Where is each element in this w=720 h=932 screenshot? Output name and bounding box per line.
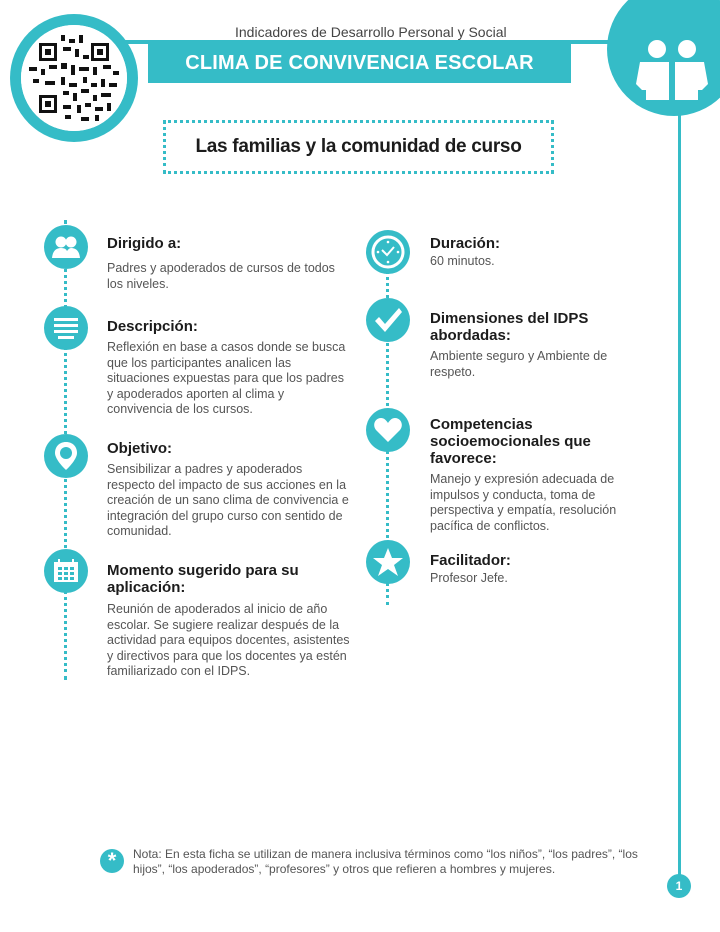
section-competencias — [430, 416, 655, 534]
heart-icon — [366, 408, 410, 452]
section-text: Sensibilizar a padres y apoderados respecto del impacto de sus acciones en la creación de un sano clima de convivencia e integración del grupo curso con sentido de comunidad. — [107, 462, 349, 538]
section-text: Profesor Jefe. — [430, 571, 508, 585]
section-momento — [107, 562, 352, 680]
section-title: Duración: — [430, 235, 501, 252]
section-title: Competencias socioemocionales que favorece: — [430, 416, 591, 467]
section-text: Manejo y expresión adecuada de impulsos y conducta, toma de perspectiva y empatía, resolución pacífica de conflictos. — [430, 472, 617, 533]
asterisk-icon: * — [100, 849, 124, 873]
section-objetivo — [107, 440, 352, 540]
footer-note: Nota: En esta ficha se utilizan de manera inclusiva términos como “los niños”, “los padres”, “los hijos”, “los apoderados”, “profesores” y otros que refieren a hombres y mujeres. — [133, 847, 638, 876]
list-icon — [44, 306, 88, 350]
people-icon — [634, 40, 710, 104]
document-title: Las familias y la comunidad de curso — [163, 120, 554, 174]
star-icon — [366, 540, 410, 584]
section-text: 60 minutos. — [430, 254, 495, 268]
left-timeline-dots — [64, 220, 70, 580]
section-title: Dirigido a: — [107, 235, 182, 252]
section-title: Momento sugerido para su aplicación: — [107, 562, 299, 596]
qr-code-badge — [10, 14, 138, 142]
section-text: Padres y apoderados de cursos de todos los niveles. — [107, 261, 335, 291]
section-title: Dimensiones del IDPS abordadas: — [430, 310, 589, 344]
clock-icon — [366, 230, 410, 274]
header-icon-circle — [607, 0, 720, 116]
section-text: Reflexión en base a casos donde se busca que los participantes analicen las situaciones expuestas para que los padres y apoderados aporten al clima y convivencia de los cursos. — [107, 340, 346, 416]
section-title: Facilitador: — [430, 552, 511, 569]
section-text: Ambiente seguro y Ambiente de respeto. — [430, 349, 608, 379]
location-pin-icon — [44, 434, 88, 478]
banner-title: CLIMA DE CONVIVENCIA ESCOLAR — [148, 43, 571, 83]
right-vertical-rule — [678, 100, 681, 880]
checkmark-icon — [366, 298, 410, 342]
qr-code — [21, 25, 127, 131]
section-descripcion — [107, 318, 352, 418]
section-title: Objetivo: — [107, 440, 173, 457]
page-number: 1 — [667, 874, 691, 898]
section-text: Reunión de apoderados al inicio de año escolar. Se sugiere realizar después de la actividad para equipos docentes, asistentes y directivos para que los docentes ya estén familiarizado con el IDPS. — [107, 602, 350, 678]
left-timeline-dots-end — [64, 590, 70, 680]
header-subtitle: Indicadores de Desarrollo Personal y Social — [235, 24, 507, 40]
section-title: Descripción: — [107, 318, 198, 335]
calendar-icon — [44, 549, 88, 593]
users-icon — [44, 225, 88, 269]
section-facilitador — [430, 552, 655, 587]
section-dirigido — [107, 235, 347, 292]
section-duracion — [430, 235, 660, 270]
section-dimensiones — [430, 310, 630, 380]
